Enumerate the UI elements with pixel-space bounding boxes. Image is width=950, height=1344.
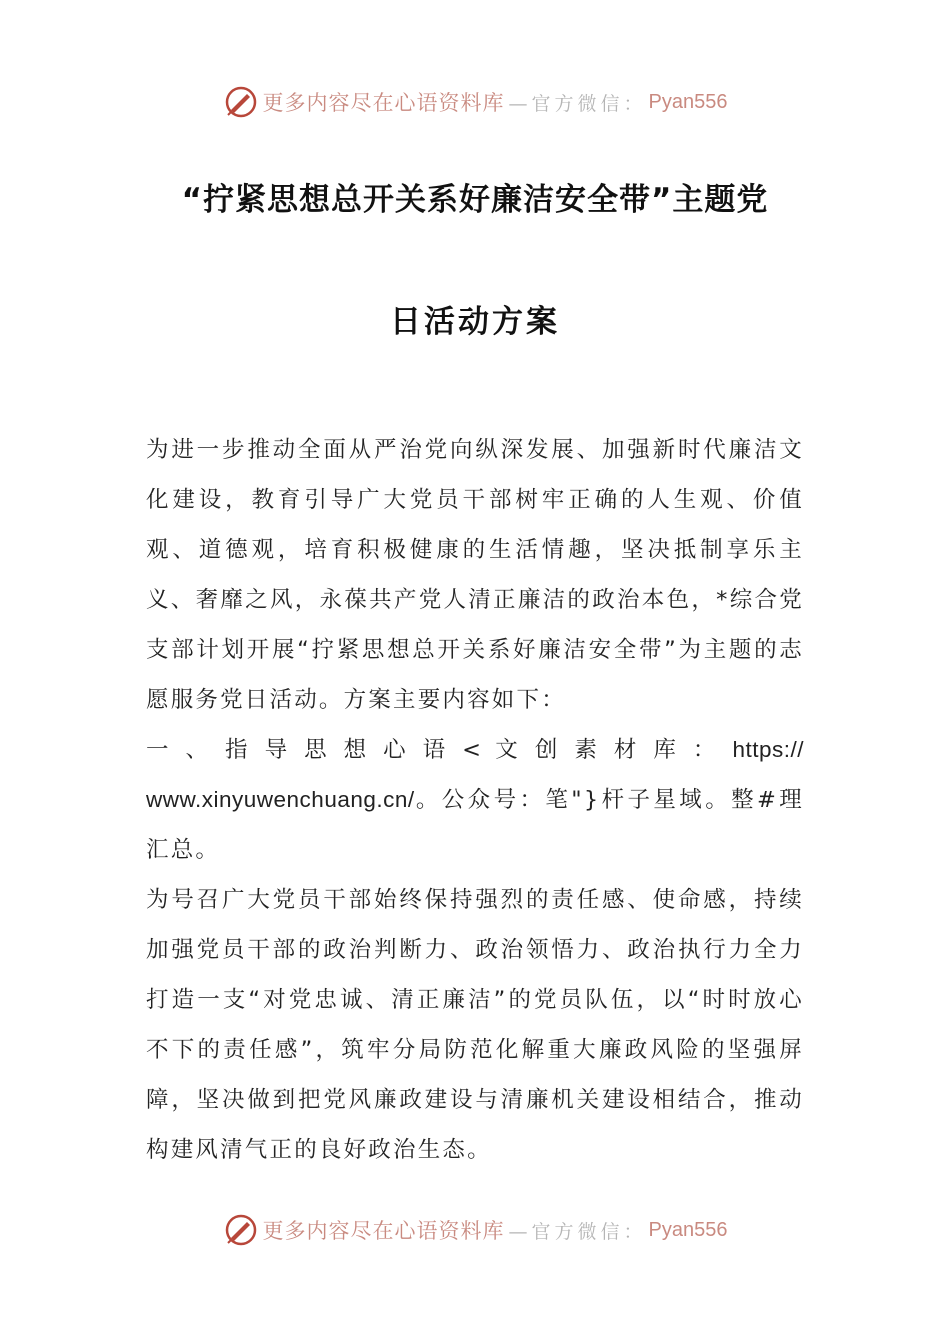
document-title-line1: “拧紧思想总开关系好廉洁安全带”主题党 — [181, 182, 769, 218]
pen-logo-icon — [223, 1212, 259, 1248]
section-url-line — [146, 775, 804, 825]
section-url-part1: https:// — [732, 737, 804, 762]
watermark-dash-text: —官方微信： — [508, 1220, 647, 1243]
section-heading-prefix: 一 、 指 导 思 想 心 语 < 文 创 素 材 库 ： — [146, 737, 721, 763]
watermark-wechat-id: Pyan556 — [648, 90, 728, 113]
top-watermark-banner — [0, 82, 950, 122]
watermark-dash-text: —官方微信： — [508, 92, 647, 115]
guiding-paragraph: 为号召广大党员干部始终保持强烈的责任感、使命感，持续加强党员干部的政治判断力、政治领悟力、政治执行力全力打造一支“对党忠诚、清正廉洁”的党员队伍，以“时时放心不下的责任感”，筑牢分局防范化解重大廉政风险的坚强屏障，坚决做到把党风廉政建设与清廉机关建设相结合，推动构建风清气正的良好政治生态。 — [146, 887, 804, 1163]
bottom-watermark-banner — [0, 1210, 950, 1250]
section-heading — [146, 725, 804, 775]
watermark-text: 更多内容尽在心语资料库 — [262, 1219, 505, 1243]
section-tail: 。公众号：笔"}杆子星域。整#理 — [414, 787, 804, 813]
document-body — [146, 425, 804, 1175]
section-url-part2: www.xinyuwenchuang.cn/ — [146, 787, 415, 812]
pen-logo-icon — [223, 84, 259, 120]
watermark-text: 更多内容尽在心语资料库 — [262, 91, 505, 115]
watermark-wechat-id: Pyan556 — [648, 1218, 728, 1241]
document-title-line2: 日活动方案 — [390, 304, 560, 340]
intro-paragraph: 为进一步推动全面从严治党向纵深发展、加强新时代廉洁文化建设，教育引导广大党员干部树牢正确的人生观、价值观、道德观，培育积极健康的生活情趣，坚决抵制享乐主义、奢靡之风，永葆共产党人清正廉洁的政治本色，*综合党支部计划开展“拧紧思想总开关系好廉洁安全带”为主题的志愿服务党日活动。方案主要内容如下： — [146, 437, 804, 713]
section-tail-line: 汇总。 — [146, 837, 221, 863]
